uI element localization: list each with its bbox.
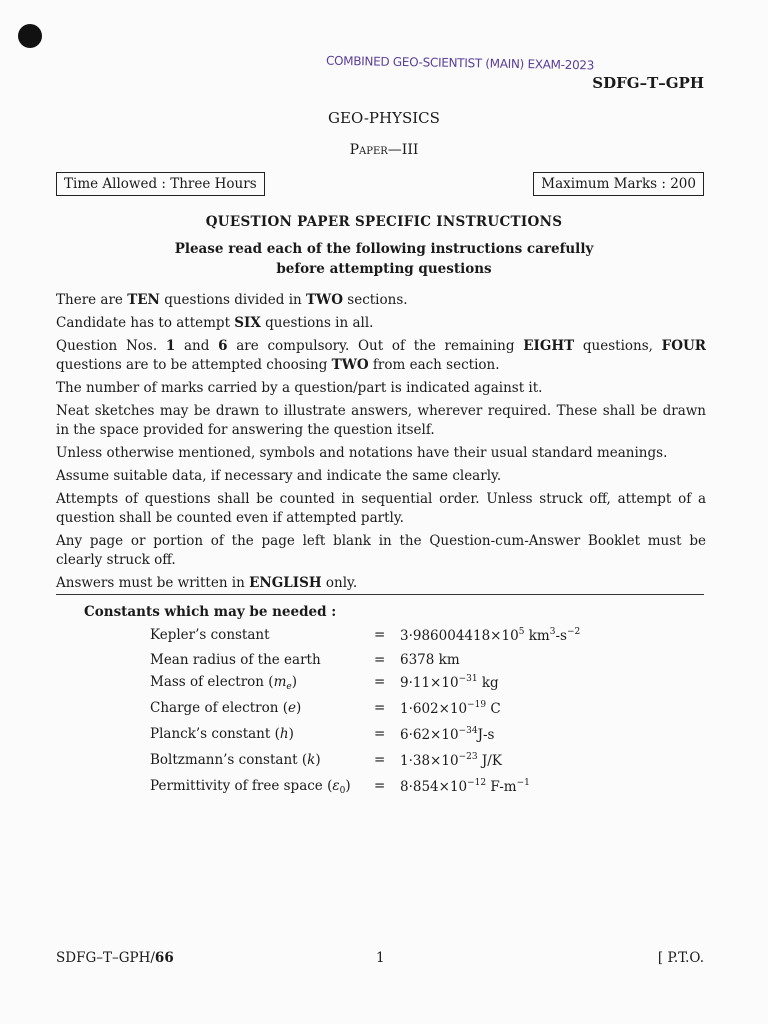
instruction-item: Attempts of questions shall be counted in sequential order. Unless struck off, attempt of a question shall be counted even if attempted partly. <box>56 491 706 526</box>
instructions-subheading-2: before attempting questions <box>276 261 492 277</box>
constant-row: Charge of electron (e) = $1\cdot 602\times 10^{-19}$ C <box>150 700 501 717</box>
instructions-subheading-1: Please read each of the following instructions carefully <box>174 241 594 257</box>
instruction-item: Candidate has to attempt SIX questions in all. <box>56 315 374 331</box>
instruction-item: Answers must be written in ENGLISH only. <box>56 575 358 591</box>
instruction-item: Unless otherwise mentioned, symbols and notations have their usual standard meanings. <box>56 445 668 461</box>
instructions-list <box>56 291 706 597</box>
instruction-item: There are TEN questions divided in TWO sections. <box>56 292 408 308</box>
instruction-item: Any page or portion of the page left blank in the Question-cum-Answer Booklet must be clearly struck off. <box>56 533 706 568</box>
footer-paper-code: SDFG–T–GPH/66 <box>56 950 174 966</box>
constant-row: Kepler’s constant = $3\cdot 986004418\times 10^5$ $km^3-s^{-2}$ <box>150 627 581 644</box>
page-number: 1 <box>376 950 385 966</box>
instruction-item: Question Nos. 1 and 6 are compulsory. Out of the remaining EIGHT questions, FOUR questions are to be attempted choosing TWO from each section. <box>56 338 707 373</box>
exam-stamp: COMBINED GEO-SCIENTIST (MAIN) EXAM-2023 <box>325 53 595 73</box>
paper-number: Paper—III <box>349 142 419 158</box>
instructions-heading: QUESTION PAPER SPECIFIC INSTRUCTIONS <box>205 214 563 230</box>
instruction-item: Neat sketches may be drawn to illustrate answers, wherever required. These shall be drawn in the space provided for answering the question itself. <box>56 403 706 438</box>
constants-title: Constants which may be needed : <box>84 604 337 620</box>
instruction-item: Assume suitable data, if necessary and indicate the same clearly. <box>56 468 502 484</box>
maximum-marks-box: Maximum Marks : 200 <box>533 172 704 196</box>
pto-marker: [ P.T.O. <box>657 950 704 966</box>
constant-row: Mean radius of the earth = 6378 km <box>150 652 460 668</box>
constant-row: Mass of electron $(m_e)$ = $9\cdot 11\times 10^{-31}$ kg <box>150 674 499 692</box>
constant-row: Permittivity of free space $(\varepsilon_0)$ = $8\cdot 854\times 10^{-12}$ $F-m^{-1}$ <box>150 778 530 796</box>
constant-row: Boltzmann’s constant (k) = $1\cdot 38\times 10^{-23}$ J/K <box>150 752 502 769</box>
paper-code: SDFG–T–GPH <box>592 74 704 92</box>
instruction-item: The number of marks carried by a question/part is indicated against it. <box>56 380 543 396</box>
time-allowed-box: Time Allowed : Three Hours <box>56 172 265 196</box>
punch-hole <box>18 24 42 48</box>
divider <box>56 594 704 595</box>
constant-row: Planck’s constant (h) = $6\cdot 62\times 10^{-34}J-s$ <box>150 726 495 743</box>
subject-title: GEO-PHYSICS <box>328 109 440 127</box>
